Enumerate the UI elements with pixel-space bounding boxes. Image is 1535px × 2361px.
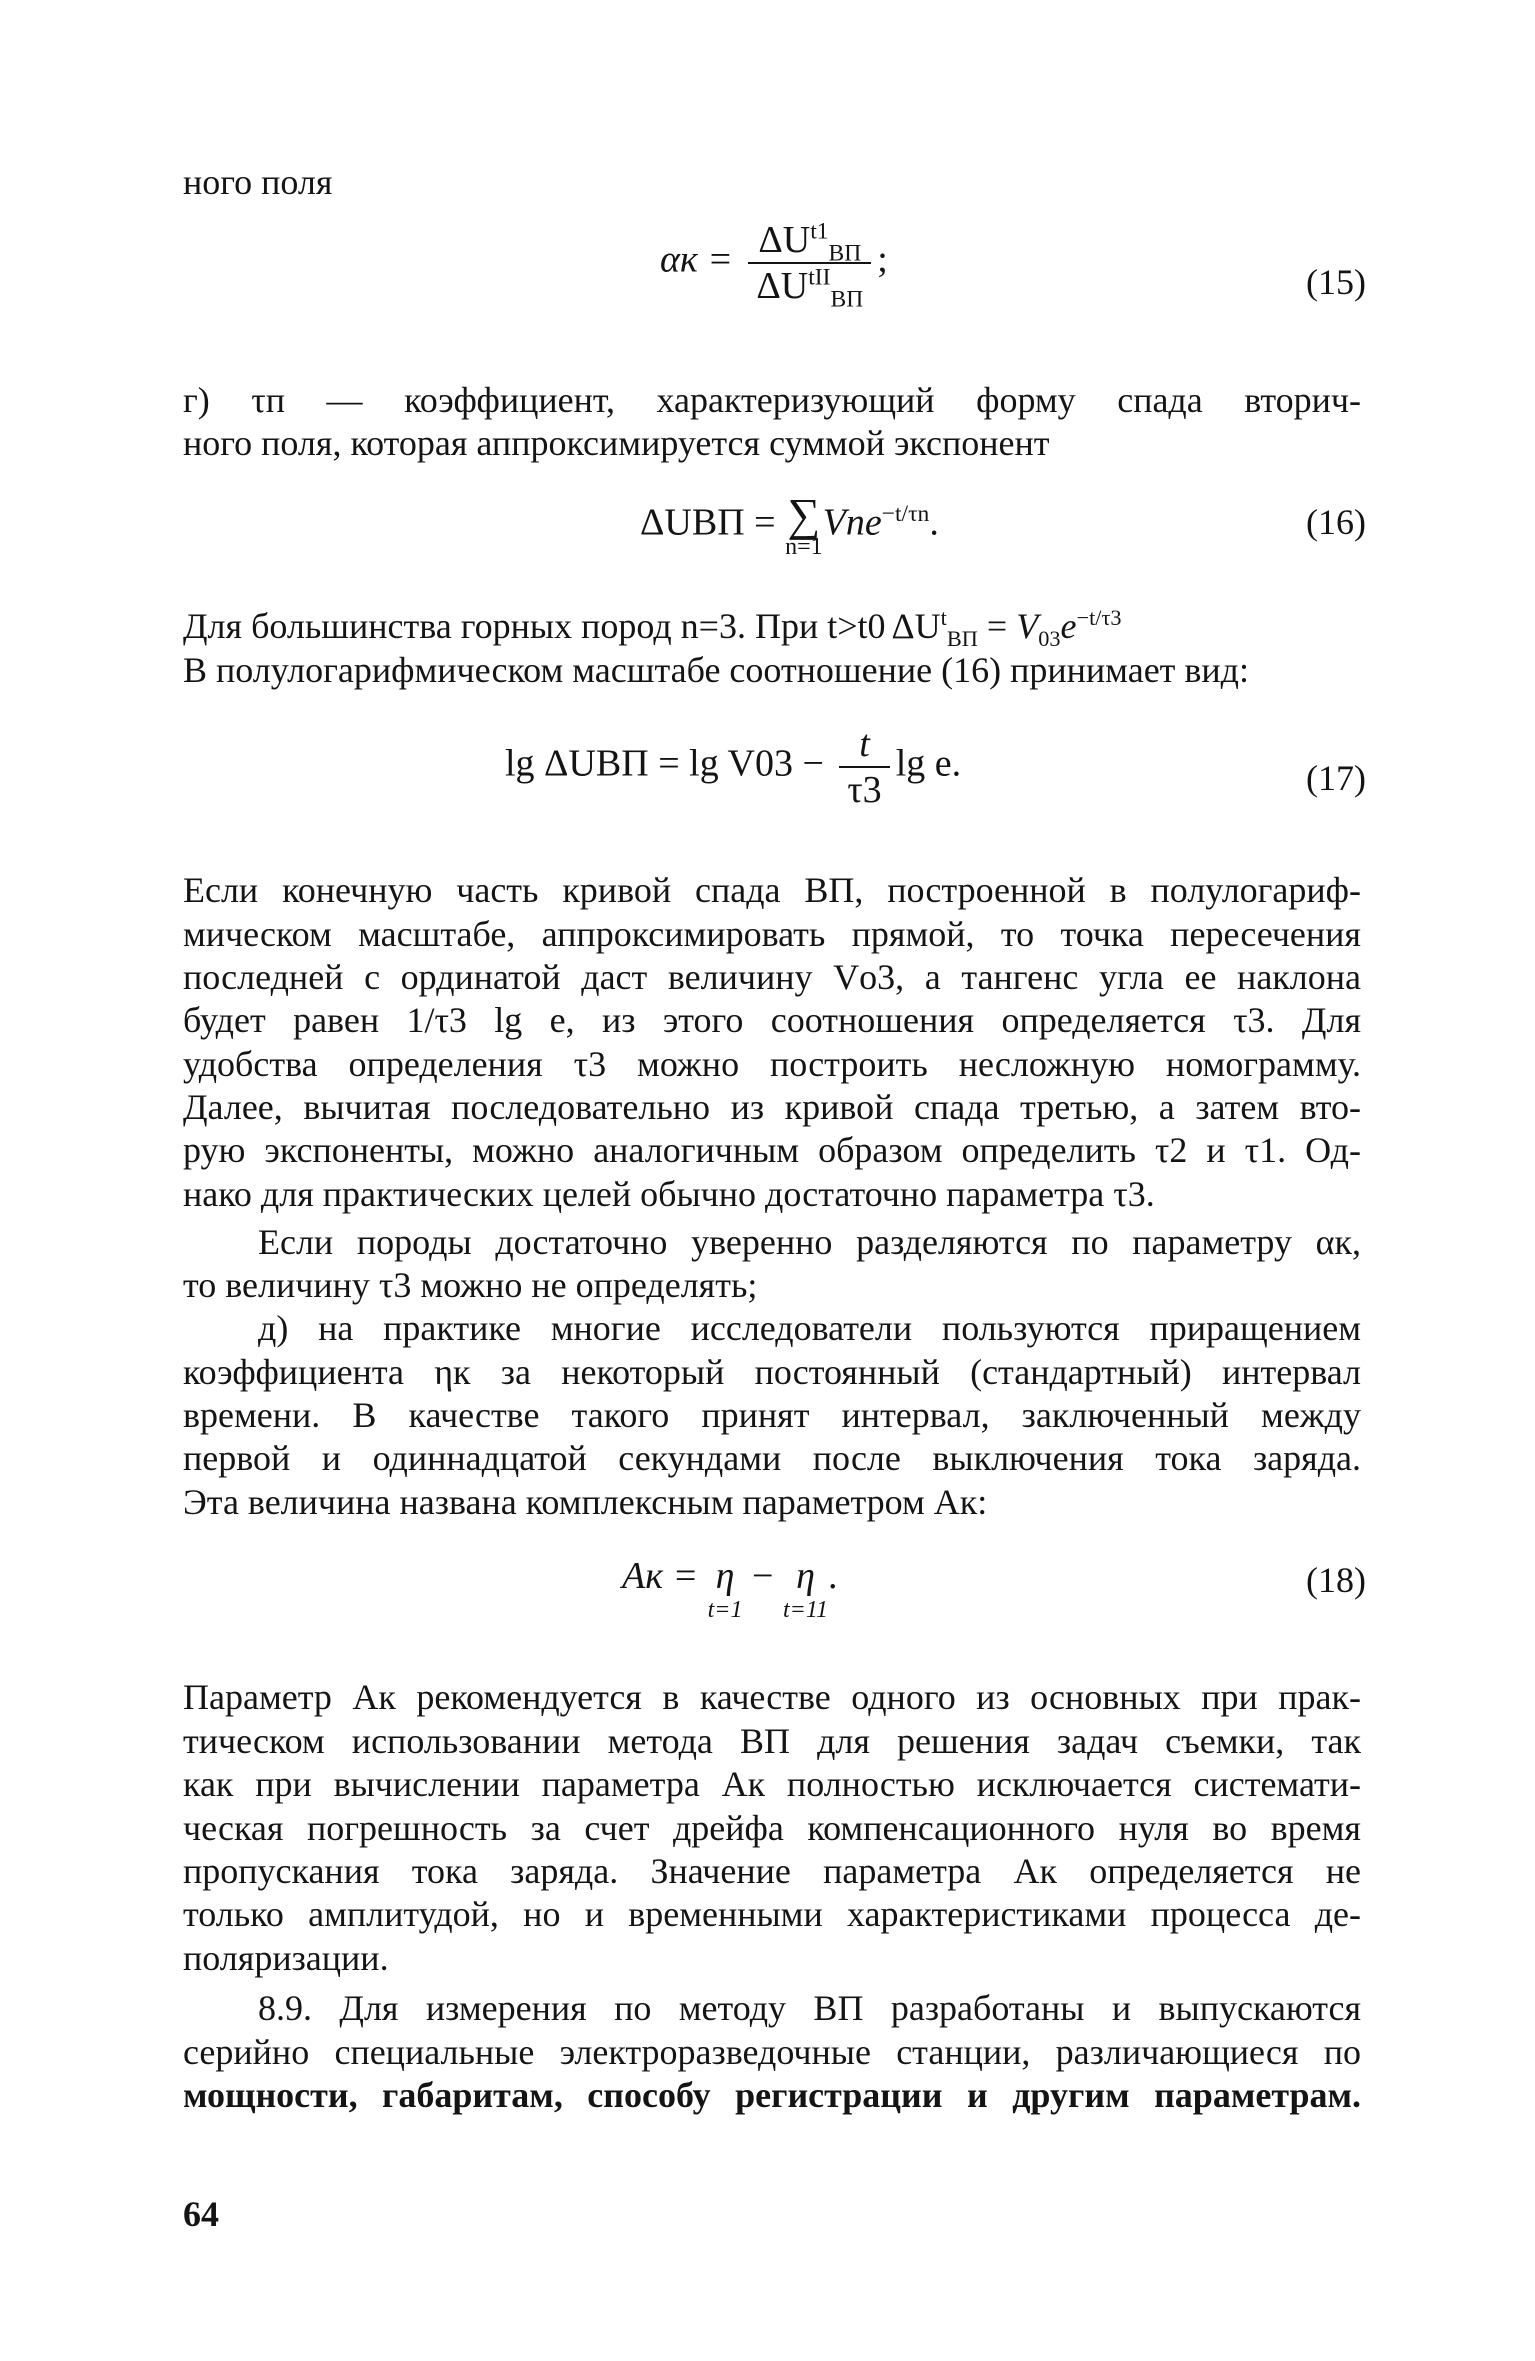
formula-15: αк = $\frac{\Delta U^{t1}_{ВП}}{\Delta U^{tII}_{ВП}}$ ; [660, 218, 888, 313]
text-line: будет равен 1/τ3 lg e, из этого соотношения определяется τ3. Для [183, 1000, 1361, 1040]
formula-17-fraction: $\frac{t}{\tau 3}$ [839, 722, 889, 812]
text-line: первой и одиннадцатой секундами после выключения тока заряда. [183, 1438, 1361, 1478]
formula-15-fraction [748, 218, 871, 313]
formula-17: lg ΔUВП = lg V03 − $\frac{t}{\tau 3}$ lg e. [505, 723, 962, 811]
formula-16-lhs: ΔUВП = [640, 501, 776, 544]
text-line: пропускания тока заряда. Значение параметра Aк определяется не [183, 1851, 1361, 1891]
equation-number-15: (15) [1306, 262, 1366, 302]
eta-term-1: η t=1 [707, 1555, 743, 1623]
text-line: 8.9. Для измерения по методу ВП разработаны и выпускаются [258, 1988, 1361, 2028]
text-line: мическом масштабе, аппроксимировать прямой, то точка пересечения [183, 914, 1361, 954]
text-line: то величину τ3 можно не определять; [183, 1265, 758, 1305]
text-line: Для большинства горных пород n=3. При t>t0 $\Delta U^t_{ВП} = V_{03}e^{-t/\tau 3}$ [183, 605, 1122, 652]
inline-relation: $\Delta U^t_{ВП} = V_{03}e^{-t/\tau 3}$ [891, 605, 1122, 652]
text-line: г) τп — коэффициент, характеризующий форму спада вторич- [183, 380, 1361, 420]
text-line: как при вычислении параметра Aк полностью исключается системати- [183, 1764, 1361, 1804]
equation-number-17: (17) [1306, 758, 1366, 798]
text-line: нако для практических целей обычно достаточно параметра τ3. [183, 1174, 1155, 1214]
formula-15-lhs: αк = [660, 238, 733, 281]
text-line: ного поля [183, 162, 333, 202]
formula-18: Aк = η t=1 − η t=11 . [622, 1555, 838, 1623]
page-number: 64 [183, 2194, 219, 2234]
text-line: времени. В качестве такого принят интервал, заключенный между [183, 1395, 1361, 1435]
text-line: коэффициента ηк за некоторый постоянный (стандартный) интервал [183, 1352, 1361, 1392]
text-line: Параметр Aк рекомендуется в качестве одного из основных при прак- [183, 1677, 1361, 1717]
formula-18-lhs: Aк = [622, 1555, 699, 1597]
formula-15-numerator: $\Delta U^{t1}_{ВП}$ [758, 218, 862, 267]
equation-number-18: (18) [1306, 1560, 1366, 1600]
formula-17-lhs: lg ΔUВП = lg V03 − [505, 742, 824, 785]
text-line: рую экспоненты, можно аналогичным образом определить τ2 и τ1. Од- [183, 1130, 1361, 1170]
text-line: последней с ординатой даст величину Vо3, а тангенс угла ее наклона [183, 957, 1361, 997]
text-line: ческая погрешность за счет дрейфа компенсационного нуля во время [183, 1808, 1361, 1848]
text-line: серийно специальные электроразведочные станции, различающиеся по [183, 2032, 1361, 2072]
text-line: Далее, вычитая последовательно из кривой спада третью, а затем вто- [183, 1087, 1361, 1127]
sum-symbol: ∑ n=1 [785, 489, 823, 560]
text-line: удобства определения τ3 можно построить несложную номограмму. [183, 1044, 1361, 1084]
text-line: Если породы достаточно уверенно разделяются по параметру αк, [258, 1222, 1361, 1262]
eta-term-2: η t=11 [782, 1555, 829, 1623]
text-line: мощности, габаритам, способу регистрации и другим параметрам. [183, 2075, 1361, 2115]
formula-15-denominator: $\Delta U^{tII}_{ВП}$ [748, 262, 871, 308]
text-line: Эта величина названа комплексным параметром Aк: [183, 1482, 988, 1522]
text-line: В полулогарифмическом масштабе соотношение (16) принимает вид: [183, 650, 1249, 690]
formula-16: ΔUВП = ∑ n=1 Vne$^{-t/\tau n}$. [640, 489, 939, 560]
text-line: тическом использовании метода ВП для решения задач съемки, так [183, 1721, 1361, 1761]
text-line: только амплитудой, но и временными характеристиками процесса де- [183, 1894, 1361, 1934]
text-line: поляризации. [183, 1938, 389, 1978]
text-line: д) на практике многие исследователи пользуются приращением [258, 1308, 1361, 1348]
equation-number-16: (16) [1306, 502, 1366, 542]
text-line: ного поля, которая аппроксимируется суммой экспонент [183, 423, 1050, 463]
text-line: Если конечную часть кривой спада ВП, построенной в полулогариф- [183, 870, 1361, 910]
